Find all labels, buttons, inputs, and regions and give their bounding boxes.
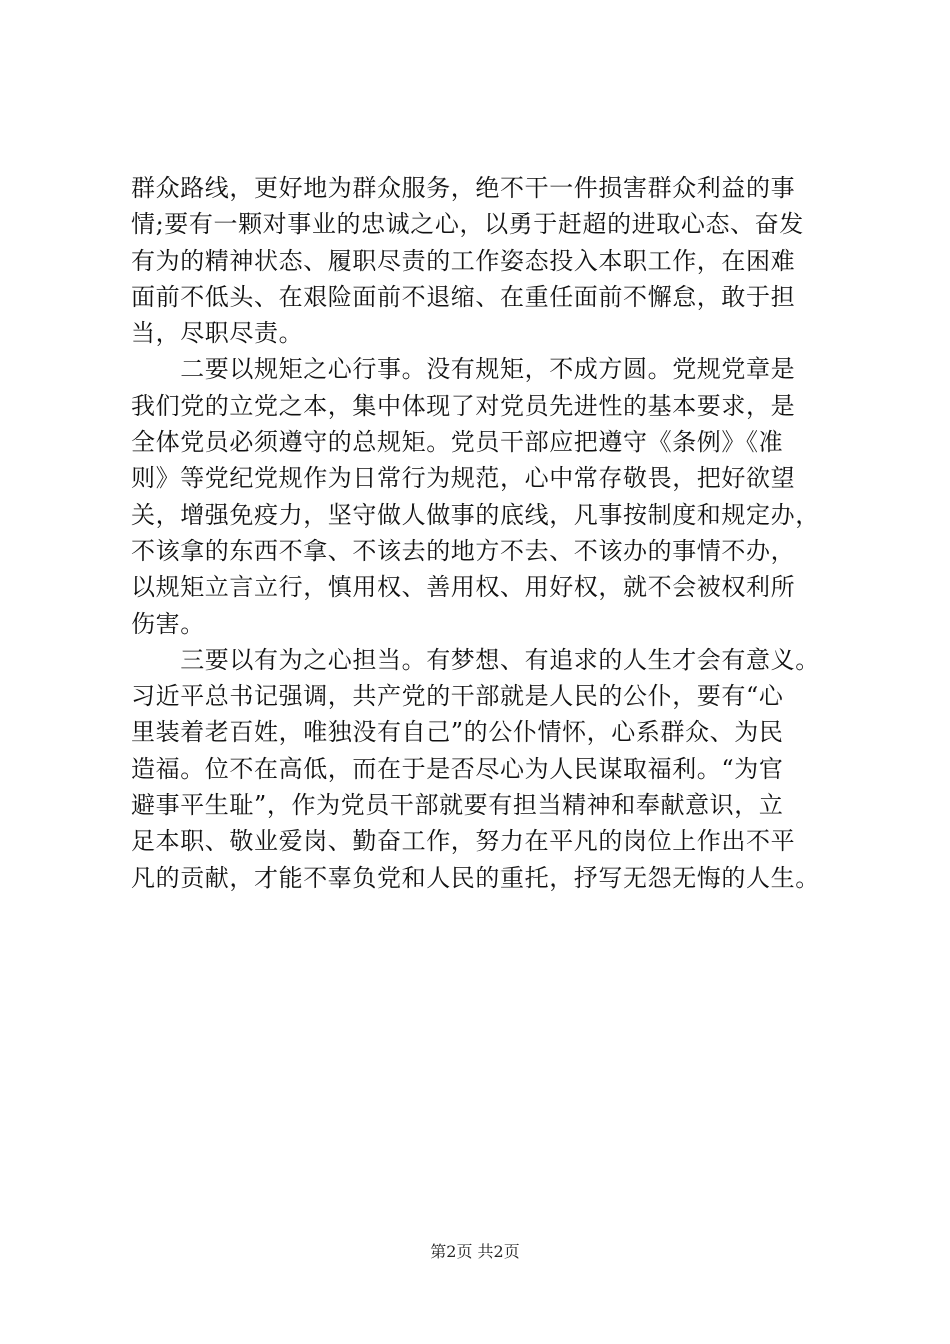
text-line: 当，尽职尽责。 <box>131 319 304 348</box>
text-line: 三要以有为之心担当。有梦想、有追求的人生才会有意义。 <box>131 645 820 674</box>
text-line: 我们党的立党之本，集中体现了对党员先进性的基本要求，是 <box>131 391 796 420</box>
text-line: 全体党员必须遵守的总规矩。党员干部应把遵守《条例》《准 <box>131 428 784 457</box>
text-line: 群众路线，更好地为群众服务，绝不干一件损害群众利益的事 <box>131 174 796 202</box>
text-line: 习近平总书记强调，共产党的干部就是人民的公仆，要有“心 <box>131 682 784 711</box>
text-line: 避事平生耻”，作为党员干部就要有担当精神和奉献意识，立 <box>131 791 784 820</box>
text-line: 不该拿的东西不拿、不该去的地方不去、不该办的事情不办， <box>131 536 796 565</box>
text-line: 面前不低头、在艰险面前不退缩、在重任面前不懈怠，敢于担 <box>131 282 796 311</box>
text-line: 二要以规矩之心行事。没有规矩，不成方圆。党规党章是 <box>131 355 796 384</box>
text-line: 里装着老百姓，唯独没有自己”的公仆情怀，心系群众、为民 <box>131 718 784 747</box>
text-line: 则》等党纪党规作为日常行为规范，心中常存敬畏，把好欲望 <box>131 464 796 493</box>
page-number-label: 第2页 共2页 <box>430 1242 520 1261</box>
text-line: 关，增强免疫力，坚守做人做事的底线，凡事按制度和规定办， <box>131 500 820 529</box>
text-line: 造福。位不在高低，而在于是否尽心为人民谋取福利。“为官 <box>131 754 784 783</box>
text-line: 有为的精神状态、履职尽责的工作姿态投入本职工作，在困难 <box>131 246 796 275</box>
text-line: 情;要有一颗对事业的忠诚之心，以勇于赶超的进取心态、奋发 <box>131 210 804 239</box>
text-line: 以规矩立言立行，慎用权、善用权、用好权，就不会被权利所 <box>131 573 796 602</box>
text-line: 伤害。 <box>131 609 205 638</box>
page-footer <box>0 1242 950 1262</box>
body-text <box>131 170 831 896</box>
text-line: 凡的贡献，才能不辜负党和人民的重托，抒写无怨无悔的人生。 <box>131 863 820 892</box>
text-line: 足本职、敬业爱岗、勤奋工作，努力在平凡的岗位上作出不平 <box>131 827 796 856</box>
